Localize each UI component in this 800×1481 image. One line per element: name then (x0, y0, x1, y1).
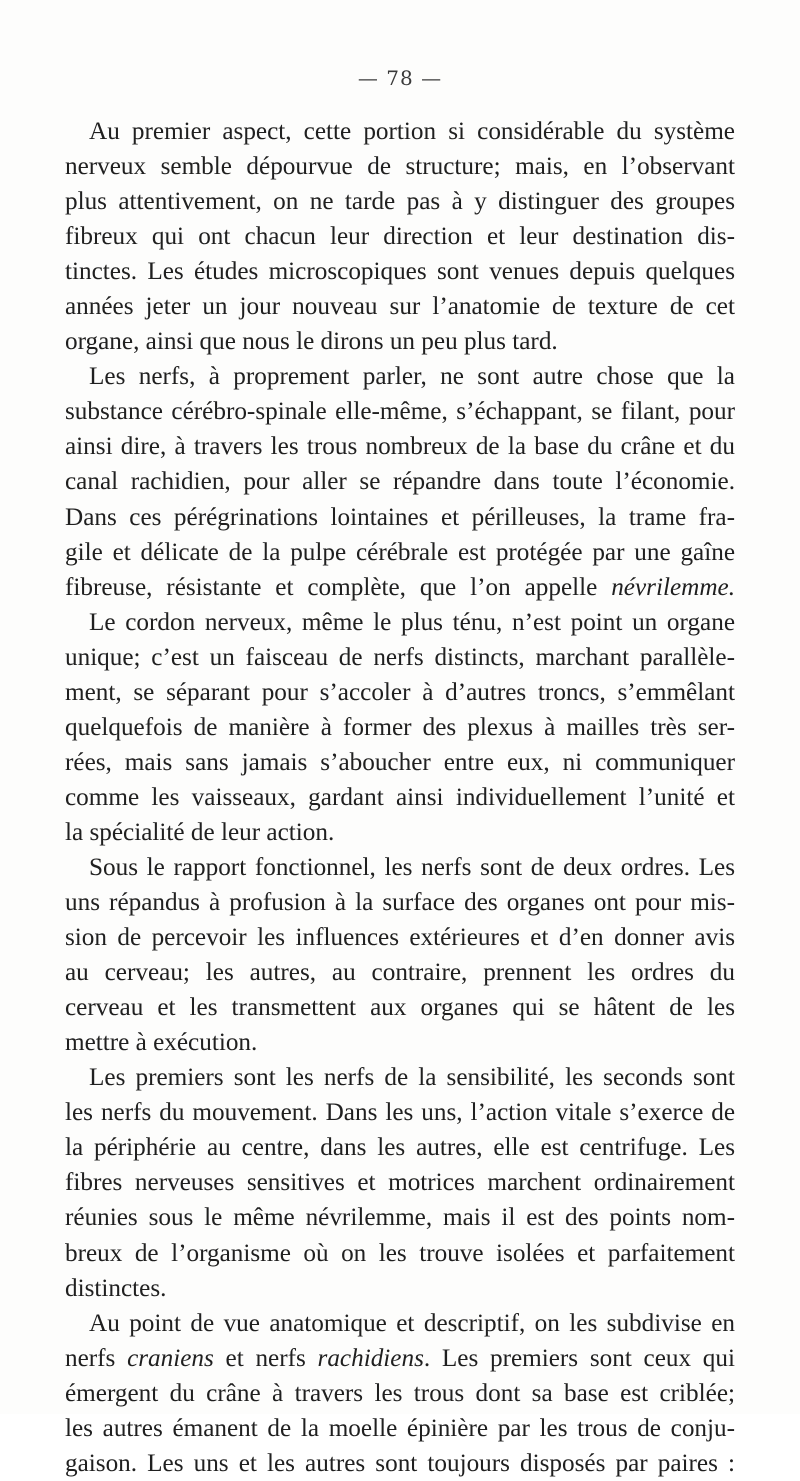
text-line (65, 955, 735, 990)
text-segment: nerfs (65, 1344, 128, 1372)
text-line (65, 605, 735, 640)
text-line (65, 885, 735, 920)
text-segment: uns répandus à profusion à la surface des organes ont pour mis- (65, 889, 735, 917)
text-segment: canal rachidien, pour aller se répandre dans toute l’économie. (65, 468, 735, 496)
text-segment: comme les vaisseaux, gardant ainsi individuellement l’unité et (65, 783, 735, 811)
text-line (65, 1271, 735, 1306)
text-segment: Le cordon nerveux, même le plus ténu, n’est point un organe (89, 608, 735, 636)
text-segment: Au premier aspect, cette portion si considérable du système (89, 118, 735, 145)
text-line (65, 324, 735, 359)
text-line (65, 1411, 735, 1446)
text-segment: Les premiers sont les nerfs de la sensibilité, les seconds sont (89, 1064, 735, 1092)
text-line (65, 1341, 735, 1376)
text-line (65, 1165, 735, 1200)
text-segment: la périphérie au centre, dans les autres, elle est centrifuge. Les (65, 1134, 735, 1162)
text-segment: au cerveau; les autres, au contraire, prennent les ordres du (65, 959, 735, 987)
text-line (65, 149, 735, 184)
page-number-header: — 78 — (357, 66, 443, 90)
text-segment: années jeter un jour nouveau sur l’anatomie de texture de cet (65, 293, 735, 321)
text-segment: fibreuse, résistante et complète, que l’on appelle (65, 573, 598, 601)
text-segment: émergent du crâne à travers les trous dont sa base est criblée; (65, 1379, 735, 1407)
body-text (65, 114, 735, 1481)
text-segment: ainsi dire, à travers les trous nombreux de la base du crâne et du (65, 433, 735, 461)
text-line (65, 920, 735, 955)
text-line (65, 640, 735, 675)
text-segment: et nerfs (213, 1344, 318, 1372)
text-segment: substance cérébro-spinale elle-même, s’échappant, se filant, pour (65, 398, 735, 426)
text-segment: organe, ainsi que nous le dirons un peu plus tard. (65, 328, 558, 356)
text-line (65, 1130, 735, 1165)
text-line (65, 359, 735, 394)
text-segment: cerveau et les transmettent aux organes qui se hâtent de les (65, 994, 735, 1022)
text-line (65, 850, 735, 885)
text-line (65, 1306, 735, 1341)
text-line (65, 1236, 735, 1271)
text-line (65, 1095, 735, 1130)
text-line (65, 815, 735, 850)
text-segment: sion de percevoir les influences extérieures et d’en donner avis (65, 924, 735, 952)
text-segment: Sous le rapport fonctionnel, les nerfs sont de deux ordres. Les (89, 853, 735, 881)
italic-term: névrilemme. (611, 573, 735, 601)
italic-term: craniens (127, 1344, 214, 1372)
text-line (65, 464, 735, 499)
text-line (65, 990, 735, 1025)
text-line (65, 184, 735, 219)
text-segment: Dans ces pérégrinations lointaines et périlleuses, la trame fra- (65, 503, 735, 531)
text-segment: fibreux qui ont chacun leur direction et leur destination dis- (65, 223, 735, 251)
text-line (65, 500, 735, 535)
text-segment: distinctes. (65, 1274, 167, 1302)
text-line (65, 780, 735, 815)
text-segment: ment, se séparant pour s’accoler à d’autres troncs, s’emmêlant (65, 678, 735, 706)
text-line (65, 1060, 735, 1095)
text-segment: réunies sous le même névrilemme, mais il est des points nom- (65, 1204, 735, 1232)
text-segment: unique; c’est un faisceau de nerfs distincts, marchant parallèle- (65, 643, 735, 671)
text-segment: breux de l’organisme où on les trouve isolées et parfaitement (65, 1239, 735, 1267)
text-segment: . Les premiers sont ceux qui (423, 1344, 735, 1372)
text-segment: Les nerfs, à proprement parler, ne sont autre chose que la (89, 363, 735, 391)
text-line (65, 675, 735, 710)
text-line (65, 745, 735, 780)
text-segment: gile et délicate de la pulpe cérébrale est protégée par une gaîne (65, 538, 735, 566)
text-line (65, 535, 735, 570)
text-segment: Au point de vue anatomique et descriptif, on les subdivise en (89, 1309, 735, 1337)
text-line (65, 710, 735, 745)
text-line (65, 1025, 735, 1060)
text-line (65, 429, 735, 464)
text-segment: fibres nerveuses sensitives et motrices marchent ordinairement (65, 1169, 735, 1197)
text-line (65, 289, 735, 324)
text-segment: tinctes. Les études microscopiques sont venues depuis quelques (65, 258, 735, 286)
text-line (65, 570, 735, 605)
text-segment: la spécialité de leur action. (65, 818, 335, 846)
text-line (65, 219, 735, 254)
text-segment: nerveux semble dépourvue de structure; mais, en l’observant (65, 153, 735, 181)
text-line (65, 1200, 735, 1235)
text-line (65, 1376, 735, 1411)
text-line (65, 1446, 735, 1481)
text-line (65, 394, 735, 429)
text-segment: quelquefois de manière à former des plexus à mailles très ser- (65, 713, 735, 741)
text-segment: mettre à exécution. (65, 1029, 258, 1057)
text-segment: les nerfs du mouvement. Dans les uns, l’action vitale s’exerce de (65, 1099, 735, 1127)
text-segment: rées, mais sans jamais s’aboucher entre eux, ni communiquer (65, 748, 735, 776)
text-line (65, 254, 735, 289)
italic-term: rachidiens (317, 1344, 424, 1372)
text-line (65, 114, 735, 149)
text-segment: plus attentivement, on ne tarde pas à y distinguer des groupes (65, 188, 735, 216)
text-segment: gaison. Les uns et les autres sont toujours disposés par paires : (65, 1449, 735, 1477)
text-segment: les autres émanent de la moelle épinière par les trous de conju- (65, 1414, 735, 1442)
